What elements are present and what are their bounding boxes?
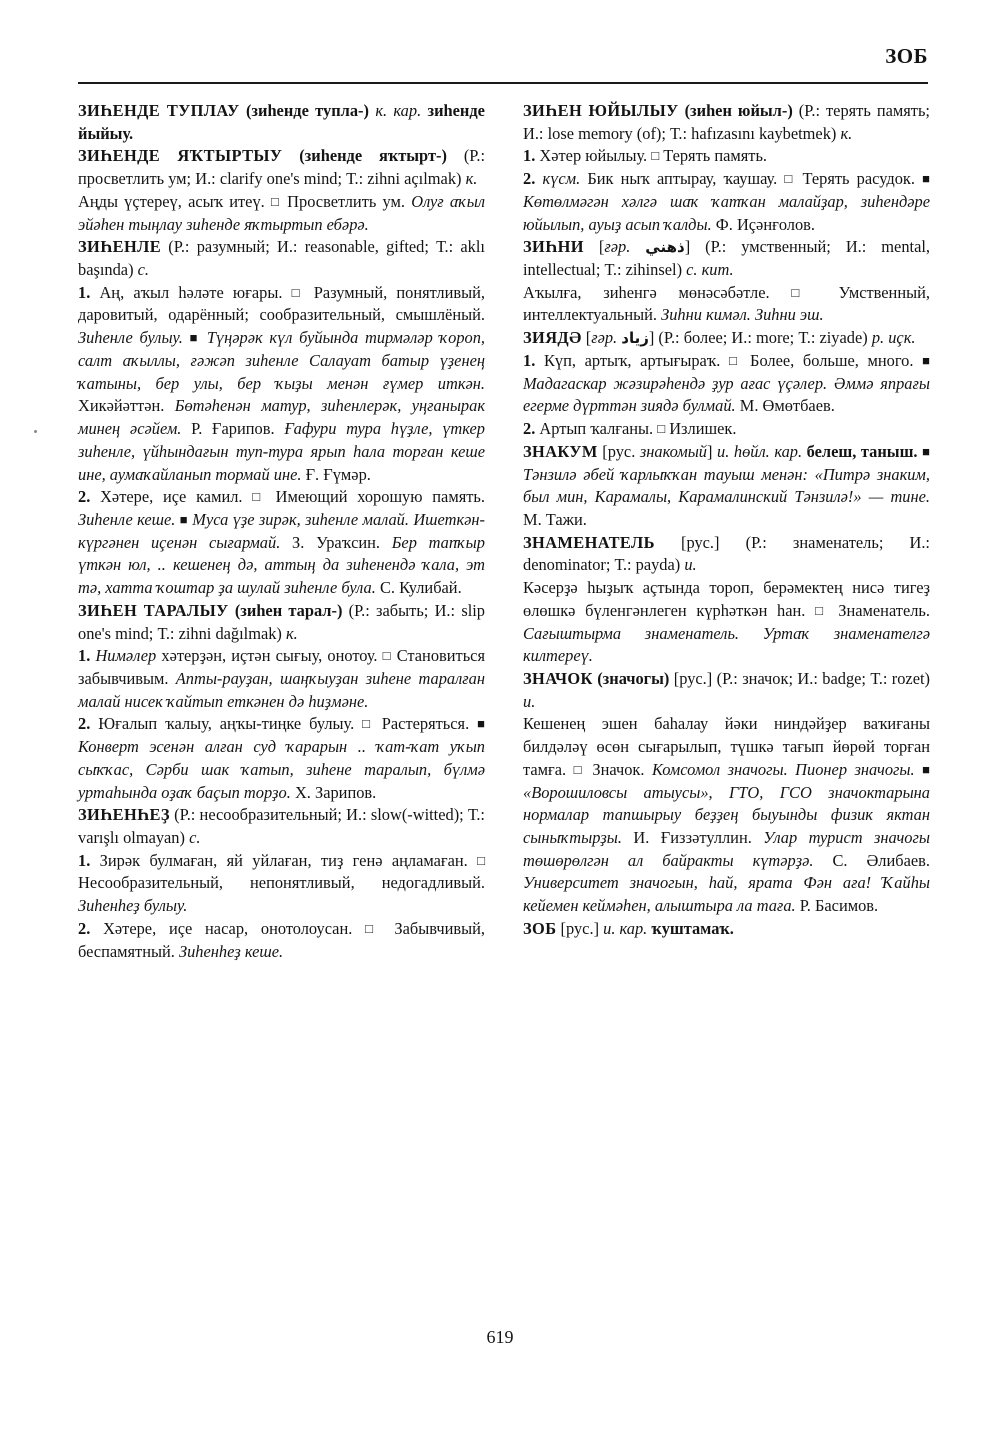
grammar-label: и. кар. — [603, 918, 648, 938]
right-column — [523, 100, 930, 1295]
gloss-english: И.: slip one's mind; — [78, 600, 485, 643]
definition-bashkir: Аңды үçтереү, асыҡ итеү. — [78, 191, 265, 211]
gloss-russian: Р.: забыть; — [354, 600, 429, 620]
entry-zihen-yuyylyu: ЗИҺЕН ЮЙЫЛЫУ (зиһен юйыл-) (Р.: терять память; И.: lose memory (of); Т.: hafızasını kaybetmek) к. — [523, 101, 930, 143]
gloss-english: И.: badge; — [797, 668, 866, 688]
sense-bashkir: Артып ҡалғаны. — [539, 419, 654, 439]
citation-source: Хикәйәттән. — [78, 396, 165, 416]
gloss-russian: Р.: разумный; — [173, 237, 270, 257]
sense-russian: Забывчивый, беспамятный. — [78, 918, 485, 961]
definition-bashkir: Аҡылға, зиһенгә мөнәсәбәтле. — [523, 282, 770, 302]
gloss-turkish: Т.: zihinsel) — [604, 260, 683, 280]
grammar-label: к. — [465, 169, 478, 189]
sense-block — [78, 850, 485, 918]
grammar-label: и. — [684, 555, 697, 575]
headword-stem: (зиһенде тупла-) — [245, 101, 369, 120]
grammar-label: с. — [189, 828, 201, 847]
sense-russian: Более, больше, много. — [750, 350, 914, 370]
filled-square-marker — [922, 351, 930, 370]
sense-bashkir: Юғалып ҡалыу, аңҡы-тиңке булыу. — [98, 714, 355, 734]
sense-block — [523, 168, 930, 236]
citation-source-2: С. Кулибай. — [379, 578, 462, 598]
entry-zihenle: ЗИҺЕНЛЕ (Р.: разумный; И.: reasonable, gifted; Т.: aklı başında) с. — [78, 237, 485, 280]
sense-bashkir: хәтерҙән, иçтән сығыу, онотоу. — [161, 646, 378, 666]
open-square-marker — [784, 169, 795, 188]
citation-text-2: Улар турист значогы төшөрөлгән ал байракты күтәрҙә. — [523, 828, 930, 870]
headword: ЗИЯДӘ — [523, 328, 582, 348]
page-number: 619 — [486, 1327, 514, 1347]
crossref-target: белеш, таныш. — [806, 441, 918, 461]
filled-square-marker — [190, 328, 200, 347]
sense-number: 1. — [523, 350, 536, 370]
sense-block — [523, 418, 930, 441]
grammar-label: р. иçк. — [871, 328, 916, 348]
sense-bashkir: Хәтере, иçе камил. — [100, 487, 243, 507]
sense-phrase: Зиһенһеҙ кеше. — [178, 941, 284, 961]
sense-bashkir: Аң, аҡыл һәләте юғары. — [99, 282, 283, 302]
etymology-language: ғәр. — [604, 237, 631, 257]
filled-square-marker — [922, 169, 930, 188]
etymology-language: ғәр. — [591, 328, 618, 348]
sense-number: 1. — [78, 646, 91, 666]
sense-block — [78, 486, 485, 600]
filled-square-marker — [180, 510, 188, 529]
citation-text-3: Университет значогын, һай, ярата Фән аға! Ҡайһы кейемен кеймәһен, алыштыра ла таға. — [523, 873, 930, 916]
citation-text-2: Бөтәһенән матур, зиһенлерәк, уңғанырак минең әсәйем. — [78, 396, 485, 439]
sense-block — [78, 713, 485, 804]
definition-russian: Значок. — [592, 759, 645, 779]
open-square-marker — [815, 601, 828, 620]
grammar-label: к. — [286, 623, 298, 643]
gloss-russian: Р.: несообразительный; — [179, 805, 342, 825]
open-square-marker — [252, 487, 266, 506]
header-rule — [78, 82, 928, 84]
sense-block — [523, 350, 930, 418]
citation-source-2: С. Әлибаев. — [832, 850, 930, 870]
gloss-english: И.: clarify one's mind; — [195, 169, 343, 189]
open-square-marker — [362, 714, 374, 733]
headword: ЗНАКУМ — [523, 441, 598, 461]
definition-phrase: Зиһни кимәл. Зиһни эш. — [661, 305, 824, 325]
open-square-marker — [271, 192, 281, 211]
crossref-target: зиһенде йыйыу. — [78, 101, 485, 143]
entry-znamenatel: ЗНАМЕНАТЕЛЬ [рус.] (Р.: знаменатель; И.: denominator; Т.: payda) и. — [523, 532, 930, 575]
gloss-english: И.: reasonable, gifted; — [277, 237, 429, 257]
headword-stem: (зиһен тарал-) — [234, 600, 343, 620]
grammar-label: к. — [375, 101, 388, 120]
citation-source: И. Ғиззәтуллин. — [633, 828, 752, 847]
definition-russian: Знаменатель. — [838, 600, 930, 620]
open-square-marker — [477, 851, 485, 870]
headword: ЗИҺЕНҺЕҘ — [78, 805, 170, 825]
gloss-english: И.: mental, intellectual; — [523, 237, 930, 280]
citation-text: Тәнзилә әбей ҡарлыҡҡан тауыш менән: «Питрә знаким, был мин, Карамалы, Карамалинский Тәнзилә!» — тине. — [523, 464, 930, 507]
headword-stem: (зиһен юйыл-) — [684, 101, 793, 120]
headword: ЗИҺЕНДЕ ЯҠТЫРТЫУ — [78, 146, 283, 166]
open-square-marker — [791, 283, 817, 302]
entry-zihen-taralyu: ЗИҺЕН ТАРАЛЫУ (зиһен тарал-) (Р.: забыть; И.: slip one's mind; Т.: zihni dağılmak) к. — [78, 600, 485, 643]
gloss-russian: Р.: умственный; — [710, 237, 831, 257]
gloss-english: И.: more; — [731, 328, 795, 348]
gloss-turkish: Т.: hafızasını kaybetmek) — [670, 123, 837, 143]
definition-block — [523, 577, 930, 668]
citation-source-3: Ғ. Ғүмәр. — [305, 464, 371, 484]
definition-phrase: Сағыштырма знаменатель. Уртаҡ знаменателгә килтереү. — [523, 623, 930, 666]
headword: ЗИҺЕНЛЕ — [78, 237, 162, 257]
sense-block — [78, 918, 485, 963]
text-columns — [78, 100, 930, 1295]
gloss-turkish: Т.: aklı başında) — [78, 237, 485, 280]
filled-square-marker — [922, 760, 930, 779]
entry-zihni: ЗИҺНИ [ғәр. ذهني] (Р.: умственный; И.: mental, intellectual; Т.: zihinsel) с. кит. — [523, 237, 930, 280]
gloss-english: И.: slow(-witted); — [346, 805, 464, 825]
sense-bashkir: Хәтер юйылыу. — [539, 146, 648, 166]
sense-bashkir: Күп, артыҡ, артығыраҡ. — [543, 350, 721, 370]
citation-text: Муса үҙе зирәк, зиһенле малай. Ишеткән-күргәнен иçенән сығармай. — [78, 509, 485, 552]
headword: ЗИҺНИ — [523, 237, 584, 257]
citation-source: М. Өмөтбаев. — [739, 396, 835, 416]
gloss-russian: Р.: знаменатель; — [751, 532, 884, 552]
sense-block — [78, 645, 485, 713]
sense-russian: Терять расудок. — [802, 169, 915, 189]
sense-phrase: Зиһенле кеше. — [78, 509, 176, 529]
grammar-label: к. — [840, 123, 853, 143]
citation-text: Түңәрәк күл буйында тирмәләр ҡороп, салт аҡыллы, ғәжәп зиһенле Салауат батыр үҙенең ҡатыны, бер улы, бер ҡыҙы менән ғүмер иткән. — [78, 328, 485, 393]
entry-zihende-tuplau — [78, 100, 485, 145]
citation-text: Көтөлмәгән хәлгә шаҡ ҡатҡан малайҙар, зиһендәре юйылып, ауыҙ асып ҡалды. — [523, 191, 930, 234]
sense-bashkir-italic: Нимәлер — [95, 646, 157, 666]
open-square-marker — [729, 351, 741, 370]
entry-znachok: ЗНАЧОК (значогы) [рус.] (Р.: значок; И.: badge; Т.: rozet) и. — [523, 668, 930, 711]
sense-russian: Имеющий хорошую память. — [275, 487, 485, 507]
open-square-marker — [574, 760, 585, 779]
etymology-prefix: рус. — [607, 441, 636, 461]
gloss-russian: Р.: просветлить ум; — [78, 146, 485, 189]
gloss-turkish: Т.: ziyade) — [798, 328, 868, 348]
sense-number: 1. — [523, 146, 536, 166]
definition-block — [523, 713, 930, 917]
open-square-marker — [383, 646, 392, 665]
headword: ЗНАМЕНАТЕЛЬ — [523, 532, 655, 552]
entry-ziyade: ЗИЯДӘ [ғәр. زياد] (Р.: более; И.: more; Т.: ziyade) р. иçк. — [523, 328, 916, 348]
gloss-russian: Р.: терять память; — [804, 101, 930, 120]
definition-phrase: Комсомол значогы. Пионер значогы. — [651, 759, 915, 779]
sense-russian: Растеряться. — [381, 714, 470, 734]
citation-source: З. Ураҡсин. — [292, 532, 381, 552]
citation-text-2: Бер тапҡыр үткән юл, .. кешенең дә, аттың да зиһенендә ҡала, эт тә, хатта ҡоштар ҙа шулай зиһенле була. — [78, 532, 485, 598]
entry-zihende-yaktyrtyu: ЗИҺЕНДЕ ЯҠТЫРТЫУ (зиһенде яҡтырт-) (Р.: просветлить ум; И.: clarify one's mind; Т.: zihni açılmak) к. — [78, 146, 485, 189]
sense-number: 1. — [78, 850, 91, 870]
gloss-english: И.: denominator; — [523, 532, 930, 575]
definition-bashkir: Кешенең эшен баһалау йәки ниндәйҙер ваҡиғаны билдәләү өсөн сығарылып, түшкә тағып йөрөй торған тамға. — [523, 714, 930, 779]
gloss-turkish: Т.: zihni dağılmak) — [157, 623, 282, 643]
citation-source-2: Р. Ғарипов. — [191, 419, 275, 439]
entry-zob: ЗОБ [рус.] и. кар. ҡуштамаҡ. — [523, 918, 734, 938]
etymology: рус. — [566, 918, 594, 938]
sense-number: 2. — [523, 419, 536, 439]
sense-block — [523, 145, 930, 168]
headword: ЗИҺЕН ТАРАЛЫУ — [78, 600, 229, 620]
citation-text: Апты-рауҙан, шаңҡыуҙан зиһене таралған малай нисек ҡайтып еткәнен дә һиҙмәне. — [78, 668, 485, 711]
crossref-label: кар. — [393, 101, 422, 120]
citation-source-3: Р. Басимов. — [799, 896, 879, 916]
etymology-arabic-script: ذهني — [645, 238, 685, 257]
sense-number: 2. — [78, 714, 91, 734]
sense-phrase: Зиһенһеҙ булыу. — [78, 896, 188, 916]
sense-bashkir: Хәтере, иçе насар, онотолоусан. — [103, 918, 353, 938]
headword: ЗИҺЕН ЮЙЫЛЫУ — [523, 101, 679, 120]
entry-zihenhez: ЗИҺЕНҺЕҘ (Р.: несообразительный; И.: slow(-witted); Т.: varışlı olmayan) с. — [78, 805, 485, 847]
headword: ЗНАЧОК — [523, 668, 593, 688]
sense-number: 1. — [78, 282, 91, 302]
gloss-english: И.: lose memory (of); — [523, 123, 666, 143]
etymology-arabic-script: زياد — [621, 329, 649, 348]
open-square-marker — [365, 919, 382, 938]
citation-text: Конверт эсенән алған суд ҡарарын .. ҡат-ҡат уҡып сыҡҡас, Сәрби шак ҡатып, зиһене таралып, бүлмә уртаһында оҙаҡ баçып торҙо. — [78, 737, 485, 802]
sense-russian: Несообразительный, непонятливый, недогадливый. — [78, 873, 485, 893]
gloss-turkish: Т.: varışlı olmayan) — [78, 805, 485, 847]
usage-label: күcм. — [542, 169, 581, 189]
open-square-marker — [651, 146, 659, 165]
gloss-turkish: Т.: payda) — [614, 555, 681, 575]
citation-source: М. Тажи. — [523, 509, 587, 529]
citation-text: Мадагаскар жәзирәһендә ҙур ағас үçәлер. Әммә япрағы егерме дүрттән зиядә булмай. — [523, 373, 930, 416]
definition-russian: Умственный, интеллектуальный. — [523, 282, 930, 325]
running-head — [78, 44, 928, 86]
sense-number: 2. — [78, 487, 91, 507]
etymology: рус. — [679, 668, 707, 688]
entry-znakum: ЗНАКУМ [рус. знакомый] и. һөйл. кар. белеш, таныш. ■ Тәнзилә әбей ҡарлыҡҡан тауыш менән: «Питрә знаким, был мин, Карамалы, Карамалинский Тәнзилә!» — тине. М. Тажи. — [523, 441, 930, 532]
citation-source: Ф. Иçәнғолов. — [715, 214, 816, 234]
sense-phrase: Зиһенле булыу. — [78, 328, 183, 348]
definition-bashkir: Кәcерҙә һыҙыҡ аçтында тороп, берәмектең нисә тигеҙ өлөшкә бүленгәнлеген күрһәткән һан. — [523, 578, 930, 620]
gloss-turkish: Т.: zihni açılmak) — [346, 169, 462, 189]
citation-source: Х. Зарипов. — [294, 782, 377, 802]
sense-number: 2. — [78, 918, 91, 938]
sense-russian: Разумный, понятливый, даровитый, одарённый; сообразительный, смышлёный. — [78, 282, 485, 325]
filled-square-marker — [477, 714, 485, 733]
headword: ЗОБ — [523, 918, 557, 938]
gloss-turkish: Т.: rozet) — [870, 668, 930, 688]
sense-number: 2. — [523, 169, 536, 189]
sense-russian: Становиться забывчивым. — [78, 646, 485, 688]
sense-russian: Излишек. — [669, 419, 737, 439]
headword-stem: (зиһенде яҡтырт-) — [299, 146, 447, 166]
scan-speck — [34, 430, 37, 433]
filled-square-marker — [922, 442, 930, 461]
etymology: рус. — [686, 532, 715, 552]
gloss-russian: Р.: более; — [663, 328, 728, 348]
sense-russian: Терять память. — [663, 146, 768, 166]
grammar-label: и. һөйл. кар. — [717, 441, 803, 461]
crossref-target: ҡуштамаҡ. — [651, 918, 734, 938]
headword: ЗИҺЕНДЕ ТУПЛАУ — [78, 101, 240, 120]
headword-stem: (значогы) — [597, 668, 670, 688]
sense-block — [78, 282, 485, 486]
citation-text: «Ворошиловсы атыусы», ГТО, ГСО значоктарына нормалар тапшырыу беҙҙең быуынды физик яктан сыныҡтырҙы. — [523, 782, 930, 847]
definition-block — [523, 282, 930, 327]
grammar-label: с. — [137, 260, 150, 280]
gloss-russian: Р.: значок; — [722, 668, 794, 688]
running-head-title: ЗОБ — [885, 44, 928, 68]
sense-bashkir: Бик ныҡ аптырау, ҡаушау. — [587, 169, 778, 189]
etymology-source-word: знакомый — [639, 441, 707, 461]
grammar-label: с. кит. — [686, 260, 734, 280]
example-phrase: Олуғ аҡыл эйәһен тыңлау зиһенде яҡтыртып ебәрә. — [78, 191, 485, 234]
left-column — [78, 100, 485, 1295]
open-square-marker — [292, 283, 305, 302]
citation-text-3: Ғафури тура һүҙле, үткер зиһенле, үйһындағын туп-тура ярып һала торған кеше ине, аумаҡайланып тормай ине. — [78, 419, 485, 484]
grammar-label: и. — [523, 691, 536, 711]
definition-russian: Просветлить ум. — [287, 191, 406, 211]
definition-block — [78, 191, 485, 236]
open-square-marker — [657, 419, 665, 438]
sense-bashkir: Зирәк булмаған, яй уйлаған, тиҙ генә аңламаған. — [99, 850, 468, 870]
